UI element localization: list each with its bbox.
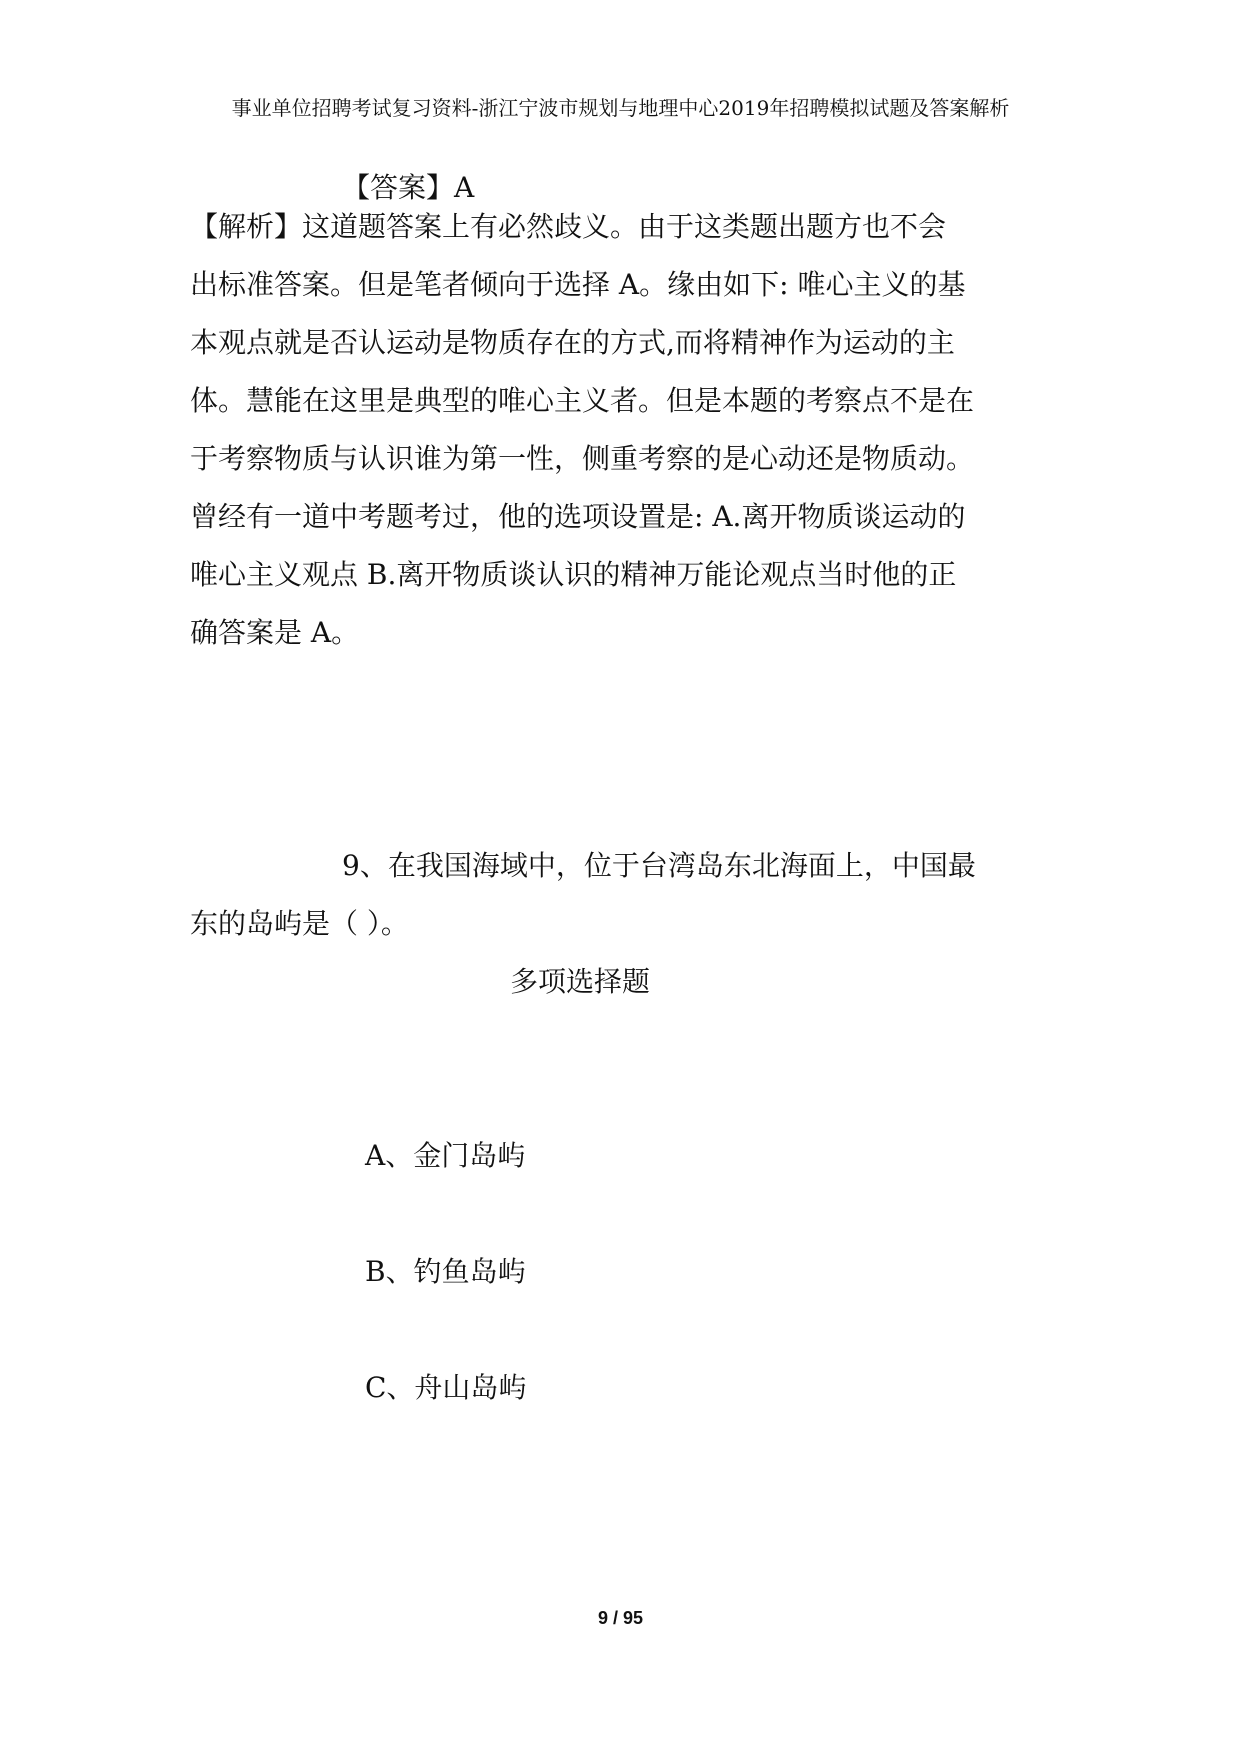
analysis-line: 出标准答案。但是笔者倾向于选择 A。缘由如下: 唯心主义的基 — [190, 268, 966, 301]
page-header-title: 事业单位招聘考试复习资料-浙江宁波市规划与地理中心2019年招聘模拟试题及答案解析 — [231, 96, 1010, 120]
option-b: B、钓鱼岛屿 — [365, 1255, 526, 1288]
analysis-line: 体。慧能在这里是典型的唯心主义者。但是本题的考察点不是在 — [190, 384, 975, 417]
question-text-line: 东的岛屿是（ ）。 — [190, 907, 409, 940]
analysis-line: 唯心主义观点 B.离开物质谈认识的精神万能论观点当时他的正 — [190, 558, 957, 591]
option-c: C、舟山岛屿 — [365, 1371, 527, 1404]
option-a: A、金门岛屿 — [365, 1139, 526, 1172]
page-number: 9 / 95 — [597, 1608, 644, 1628]
analysis-line: 确答案是 A。 — [190, 616, 360, 649]
analysis-line: 于考察物质与认识谁为第一性，侧重考察的是心动还是物质动。 — [190, 442, 975, 475]
question-type-label: 多项选择题 — [509, 965, 650, 998]
question-text-line: 9、在我国海域中，位于台湾岛东北海面上，中国最 — [342, 849, 976, 882]
analysis-line: 曾经有一道中考题考过，他的选项设置是: A.离开物质谈运动的 — [190, 500, 966, 533]
analysis-line: 本观点就是否认运动是物质存在的方式,而将精神作为运动的主 — [190, 326, 955, 359]
answer-line: 【答案】A — [342, 171, 475, 204]
analysis-line: 【解析】这道题答案上有必然歧义。由于这类题出题方也不会 — [190, 210, 947, 243]
